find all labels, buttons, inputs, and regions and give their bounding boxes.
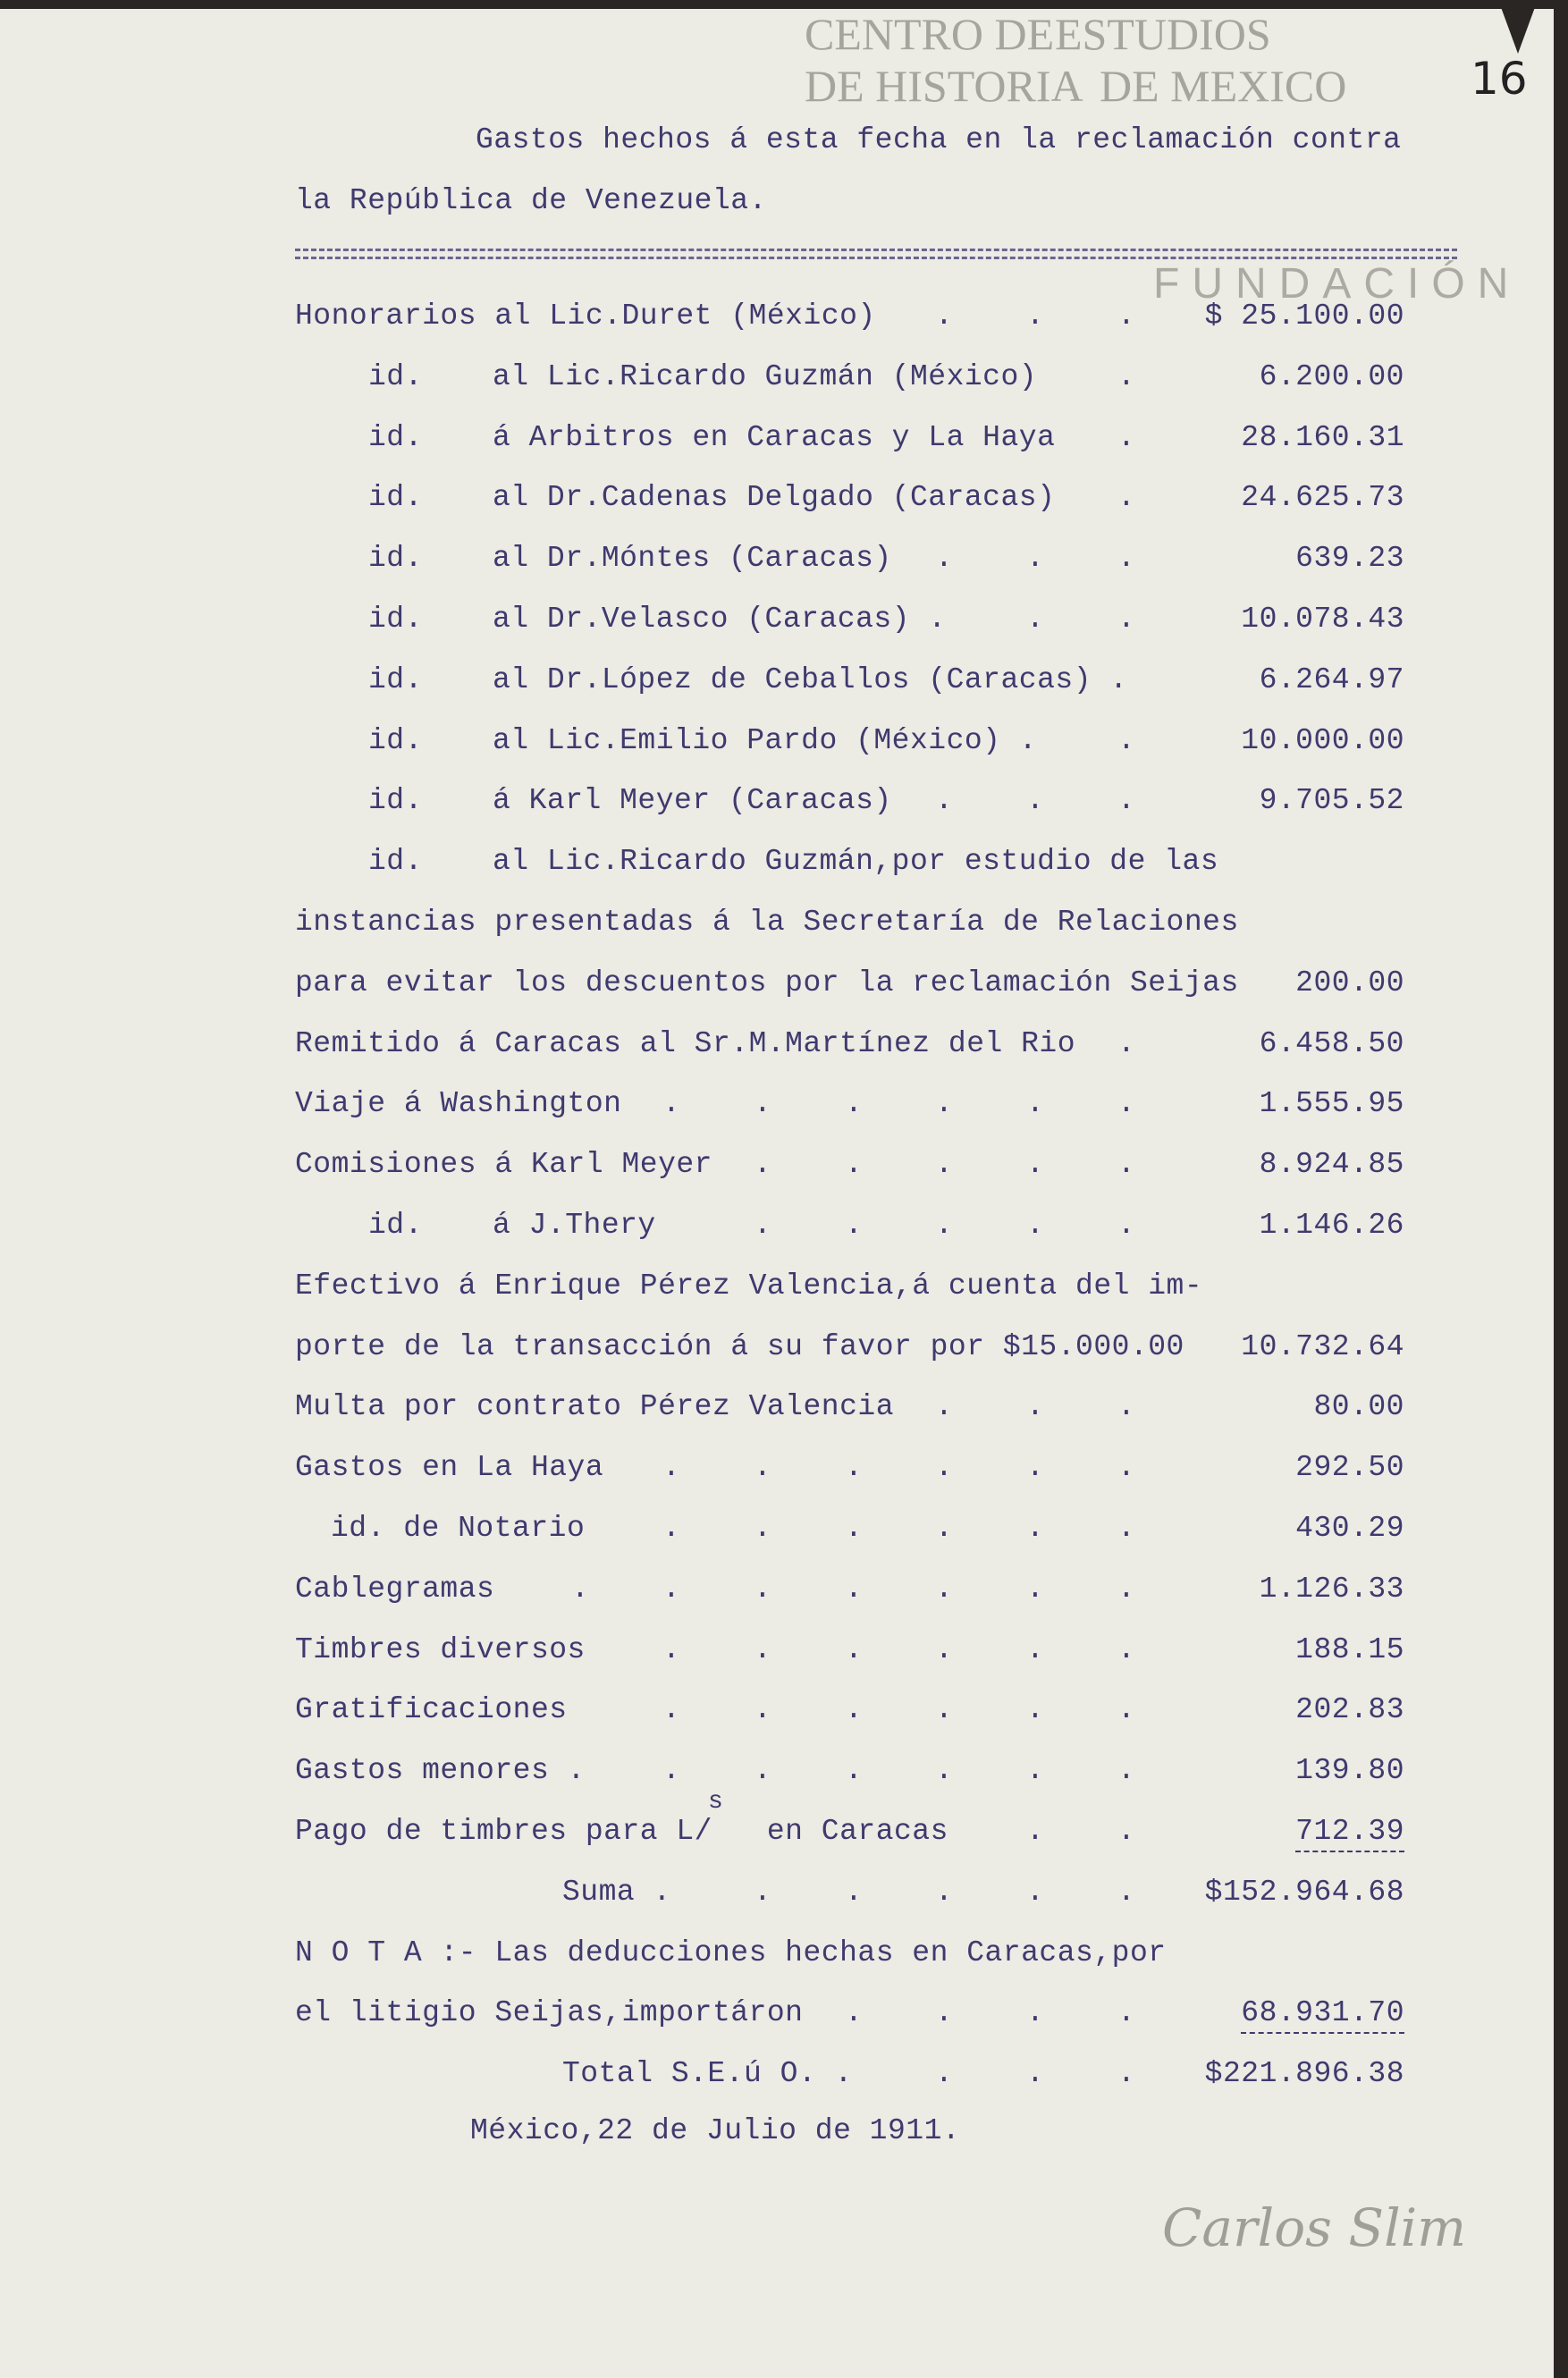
expense-row <box>0 542 1554 595</box>
expense-label: al Lic.Ricardo Guzmán (México) <box>493 359 1038 393</box>
expense-label: al Dr.López de Ceballos (Caracas) . <box>493 662 1128 696</box>
leader-dot: . <box>935 1875 954 1909</box>
expense-row <box>0 724 1554 778</box>
leader-dot: . <box>1117 1996 1136 2030</box>
expense-label: al Lic.Ricardo Guzmán,por estudio de las <box>493 845 1219 879</box>
leader-dot: . <box>1117 481 1136 515</box>
leader-dot: . <box>1117 1390 1136 1424</box>
leader-dot: . <box>1117 1209 1136 1242</box>
leader-dot: . <box>935 2057 954 2091</box>
expense-label: al Lic.Emilio Pardo (México) . <box>493 723 1038 757</box>
expense-row <box>0 603 1554 656</box>
leader-dot: . <box>935 1087 954 1121</box>
leader-dot: . <box>1026 1875 1045 1909</box>
expense-label: id. de Notario <box>331 1512 586 1545</box>
heading-line-2: la República de Venezuela. <box>295 184 767 217</box>
page-notch <box>1498 0 1538 54</box>
expense-row <box>0 360 1554 414</box>
leader-dot: . <box>845 1512 864 1545</box>
leader-dot: . <box>935 1148 954 1182</box>
handwritten-page-number: 16 <box>1471 53 1528 105</box>
expense-label: Multa por contrato Pérez Valencia <box>295 1390 895 1424</box>
leader-dot: . <box>1026 1451 1045 1485</box>
expense-amount: 80.00 <box>1313 1390 1404 1424</box>
leader-dot: . <box>845 1632 864 1666</box>
document-page <box>0 9 1554 2378</box>
leader-dot: . <box>662 1087 681 1121</box>
id-prefix: id. <box>368 723 423 757</box>
leader-dot: . <box>662 1512 681 1545</box>
leader-dot: . <box>1117 1572 1136 1606</box>
heading-line-1: Gastos hechos á esta fecha en la reclamación contra <box>476 123 1402 156</box>
expense-row <box>0 2057 1554 2111</box>
leader-dot: . <box>935 1209 954 1242</box>
expense-row <box>0 1693 1554 1747</box>
expense-label: Comisiones á Karl Meyer <box>295 1148 712 1182</box>
expense-amount: 430.29 <box>1295 1512 1404 1545</box>
leader-dot: . <box>935 1451 954 1485</box>
expense-row <box>0 1209 1554 1262</box>
expense-amount: 1.555.95 <box>1259 1087 1404 1121</box>
expense-row <box>0 1876 1554 1929</box>
expense-label: el litigio Seijas,importáron <box>295 1996 804 2030</box>
id-prefix: id. <box>368 359 423 393</box>
leader-dot: . <box>1117 1693 1136 1727</box>
expense-amount: 28.160.31 <box>1241 420 1404 454</box>
leader-dot: . <box>571 1572 590 1606</box>
date-line: México,22 de Julio de 1911. <box>470 2114 961 2147</box>
leader-dot: . <box>1117 420 1136 454</box>
leader-dot: . <box>845 1148 864 1182</box>
leader-dot: . <box>662 1451 681 1485</box>
leader-dot: . <box>1117 2057 1136 2091</box>
expense-row <box>0 784 1554 838</box>
id-prefix: id. <box>368 542 423 576</box>
expense-amount: $221.896.38 <box>1204 2057 1404 2091</box>
id-prefix: id. <box>368 784 423 818</box>
expense-amount: $152.964.68 <box>1204 1875 1404 1909</box>
expense-amount: $ 25.100.00 <box>1204 299 1404 333</box>
expense-label: para evitar los descuentos por la reclamación Seijas <box>295 966 1239 999</box>
leader-dot: . <box>1026 1148 1045 1182</box>
leader-dot: . <box>935 542 954 576</box>
expense-amount: 639.23 <box>1295 542 1404 576</box>
leader-dot: . <box>935 1512 954 1545</box>
expense-row <box>0 845 1554 898</box>
leader-dot: . <box>754 1512 772 1545</box>
expense-amount: 24.625.73 <box>1241 481 1404 515</box>
expense-label: Cablegramas <box>295 1572 495 1606</box>
expense-label: instancias presentadas á la Secretaría de Relaciones <box>295 906 1239 939</box>
watermark-line: ESTUDIOS <box>1055 9 1271 59</box>
expense-amount: 1.126.33 <box>1259 1572 1404 1606</box>
id-prefix: id. <box>368 1209 423 1242</box>
leader-dot: . <box>1117 784 1136 818</box>
id-prefix: id. <box>368 420 423 454</box>
expense-amount: 6.264.97 <box>1259 662 1404 696</box>
leader-dot: . <box>1026 1754 1045 1788</box>
expense-label: á Karl Meyer (Caracas) <box>493 784 892 818</box>
leader-dot: . <box>845 1996 864 2030</box>
leader-dot: . <box>845 1209 864 1242</box>
leader-dot: . <box>1026 1815 1045 1848</box>
superscript: s <box>708 1788 723 1816</box>
id-prefix: id. <box>368 662 423 696</box>
leader-dot: . <box>754 1451 772 1485</box>
expense-label: al Dr.Cadenas Delgado (Caracas) <box>493 481 1056 515</box>
leader-dot: . <box>1117 542 1136 576</box>
leader-dot: . <box>1026 784 1045 818</box>
expense-row <box>0 906 1554 959</box>
leader-dot: . <box>935 1996 954 2030</box>
expense-row <box>0 1788 1554 1868</box>
leader-dot: . <box>1026 1390 1045 1424</box>
expense-row <box>0 1936 1554 1990</box>
leader-dot: . <box>1026 1087 1045 1121</box>
leader-dot: . <box>1117 1148 1136 1182</box>
expense-row <box>0 481 1554 535</box>
expense-row <box>0 1330 1554 1384</box>
expense-label: Suma . <box>562 1875 671 1909</box>
leader-dot: . <box>662 1572 681 1606</box>
leader-dot: . <box>1117 1632 1136 1666</box>
expense-label: á J.Thery <box>493 1209 656 1242</box>
leader-dot: . <box>754 1632 772 1666</box>
expense-amount: 202.83 <box>1295 1693 1404 1727</box>
expense-row <box>0 1087 1554 1141</box>
leader-dot: . <box>1026 1512 1045 1545</box>
leader-dot: . <box>1117 723 1136 757</box>
expense-label: porte de la transacción á su favor por $15.000.00 <box>295 1329 1184 1363</box>
expense-label: Gastos en La Haya <box>295 1451 604 1485</box>
leader-dot: . <box>935 1390 954 1424</box>
expense-label: Pago de timbres para L/ en Caracas <box>295 1815 948 1848</box>
id-prefix: id. <box>368 845 423 879</box>
leader-dot: . <box>1117 603 1136 636</box>
expense-amount: 6.200.00 <box>1259 359 1404 393</box>
leader-dot: . <box>845 1693 864 1727</box>
leader-dot: . <box>662 1754 681 1788</box>
expense-amount: 10.000.00 <box>1241 723 1404 757</box>
leader-dot: . <box>754 1087 772 1121</box>
leader-dot: . <box>1117 1451 1136 1485</box>
leader-dot: . <box>662 1632 681 1666</box>
expense-row <box>0 421 1554 475</box>
expense-row <box>0 1269 1554 1323</box>
expense-row <box>0 1754 1554 1808</box>
expense-row <box>0 1451 1554 1505</box>
expense-amount: 139.80 <box>1295 1754 1404 1788</box>
expense-amount: 10.078.43 <box>1241 603 1404 636</box>
leader-dot: . <box>845 1572 864 1606</box>
expense-row <box>0 663 1554 717</box>
leader-dot: . <box>1026 299 1045 333</box>
expense-row <box>0 1633 1554 1687</box>
leader-dot: . <box>1026 1209 1045 1242</box>
double-dash-divider <box>295 249 1457 259</box>
leader-dot: . <box>1117 1875 1136 1909</box>
expense-row <box>0 1027 1554 1081</box>
expense-label: Efectivo á Enrique Pérez Valencia,á cuenta del im- <box>295 1269 1203 1303</box>
leader-dot: . <box>845 1875 864 1909</box>
leader-dot: . <box>754 1209 772 1242</box>
leader-dot: . <box>935 1693 954 1727</box>
leader-dot: . <box>1026 542 1045 576</box>
leader-dot: . <box>1026 603 1045 636</box>
watermark-line: CENTRO DE <box>805 9 1055 59</box>
expense-label: Honorarios al Lic.Duret (México) <box>295 299 876 333</box>
leader-dot: . <box>935 1632 954 1666</box>
id-prefix: id. <box>368 481 423 515</box>
expense-label: al Dr.Móntes (Caracas) <box>493 542 892 576</box>
leader-dot: . <box>662 1693 681 1727</box>
leader-dot: . <box>935 1572 954 1606</box>
expense-row <box>0 966 1554 1020</box>
leader-dot: . <box>1026 1632 1045 1666</box>
watermark-foundation: FUNDACIÓN <box>1153 260 1522 308</box>
leader-dot: . <box>1026 1996 1045 2030</box>
expense-label: Remitido á Caracas al Sr.M.Martínez del Rio <box>295 1026 1076 1060</box>
leader-dot: . <box>845 1087 864 1121</box>
expense-amount: 188.15 <box>1295 1632 1404 1666</box>
leader-dot: . <box>935 299 954 333</box>
leader-dot: . <box>845 1754 864 1788</box>
expense-row <box>0 1573 1554 1626</box>
leader-dot: . <box>1117 359 1136 393</box>
expense-amount: 8.924.85 <box>1259 1148 1404 1182</box>
leader-dot: . <box>1026 1693 1045 1727</box>
expense-label: Gratificaciones <box>295 1693 568 1727</box>
expense-amount: 6.458.50 <box>1259 1026 1404 1060</box>
expense-label: Viaje á Washington <box>295 1087 622 1121</box>
expense-row <box>0 1390 1554 1444</box>
leader-dot: . <box>1117 1512 1136 1545</box>
expense-row <box>0 1512 1554 1565</box>
leader-dot: . <box>1117 1026 1136 1060</box>
leader-dot: . <box>754 1754 772 1788</box>
leader-dot: . <box>935 1754 954 1788</box>
expense-row <box>0 299 1554 353</box>
expense-label: Gastos menores . <box>295 1754 586 1788</box>
leader-dot: . <box>1117 1815 1136 1848</box>
leader-dot: . <box>1026 1572 1045 1606</box>
leader-dot: . <box>1026 2057 1045 2091</box>
leader-dot: . <box>1117 299 1136 333</box>
leader-dot: . <box>935 784 954 818</box>
leader-dot: . <box>754 1693 772 1727</box>
watermark-line: DE MEXICO <box>1100 61 1347 111</box>
expense-label: á Arbitros en Caracas y La Haya <box>493 420 1056 454</box>
expense-amount: 9.705.52 <box>1259 784 1404 818</box>
expense-amount: 1.146.26 <box>1259 1209 1404 1242</box>
expense-amount: 292.50 <box>1295 1451 1404 1485</box>
watermark-line: DE HISTORIA <box>805 61 1083 111</box>
expense-amount: 10.732.64 <box>1241 1329 1404 1363</box>
expense-label: N O T A :- Las deducciones hechas en Caracas,por <box>295 1935 1167 1969</box>
expense-label: Timbres diversos <box>295 1632 586 1666</box>
expense-amount: 68.931.70 <box>1241 1996 1404 2034</box>
expense-label: al Dr.Velasco (Caracas) . <box>493 603 947 636</box>
leader-dot: . <box>754 1875 772 1909</box>
signature-watermark: Carlos Slim <box>1162 2197 1467 2258</box>
expense-amount: 712.39 <box>1295 1815 1404 1852</box>
leader-dot: . <box>1117 1754 1136 1788</box>
leader-dot: . <box>845 1451 864 1485</box>
expense-row <box>0 1148 1554 1202</box>
expense-label: Total S.E.ú O. . <box>562 2057 853 2091</box>
id-prefix: id. <box>368 603 423 636</box>
leader-dot: . <box>754 1148 772 1182</box>
leader-dot: . <box>1117 1087 1136 1121</box>
expense-row <box>0 1996 1554 2050</box>
expense-amount: 200.00 <box>1295 966 1404 999</box>
leader-dot: . <box>754 1572 772 1606</box>
